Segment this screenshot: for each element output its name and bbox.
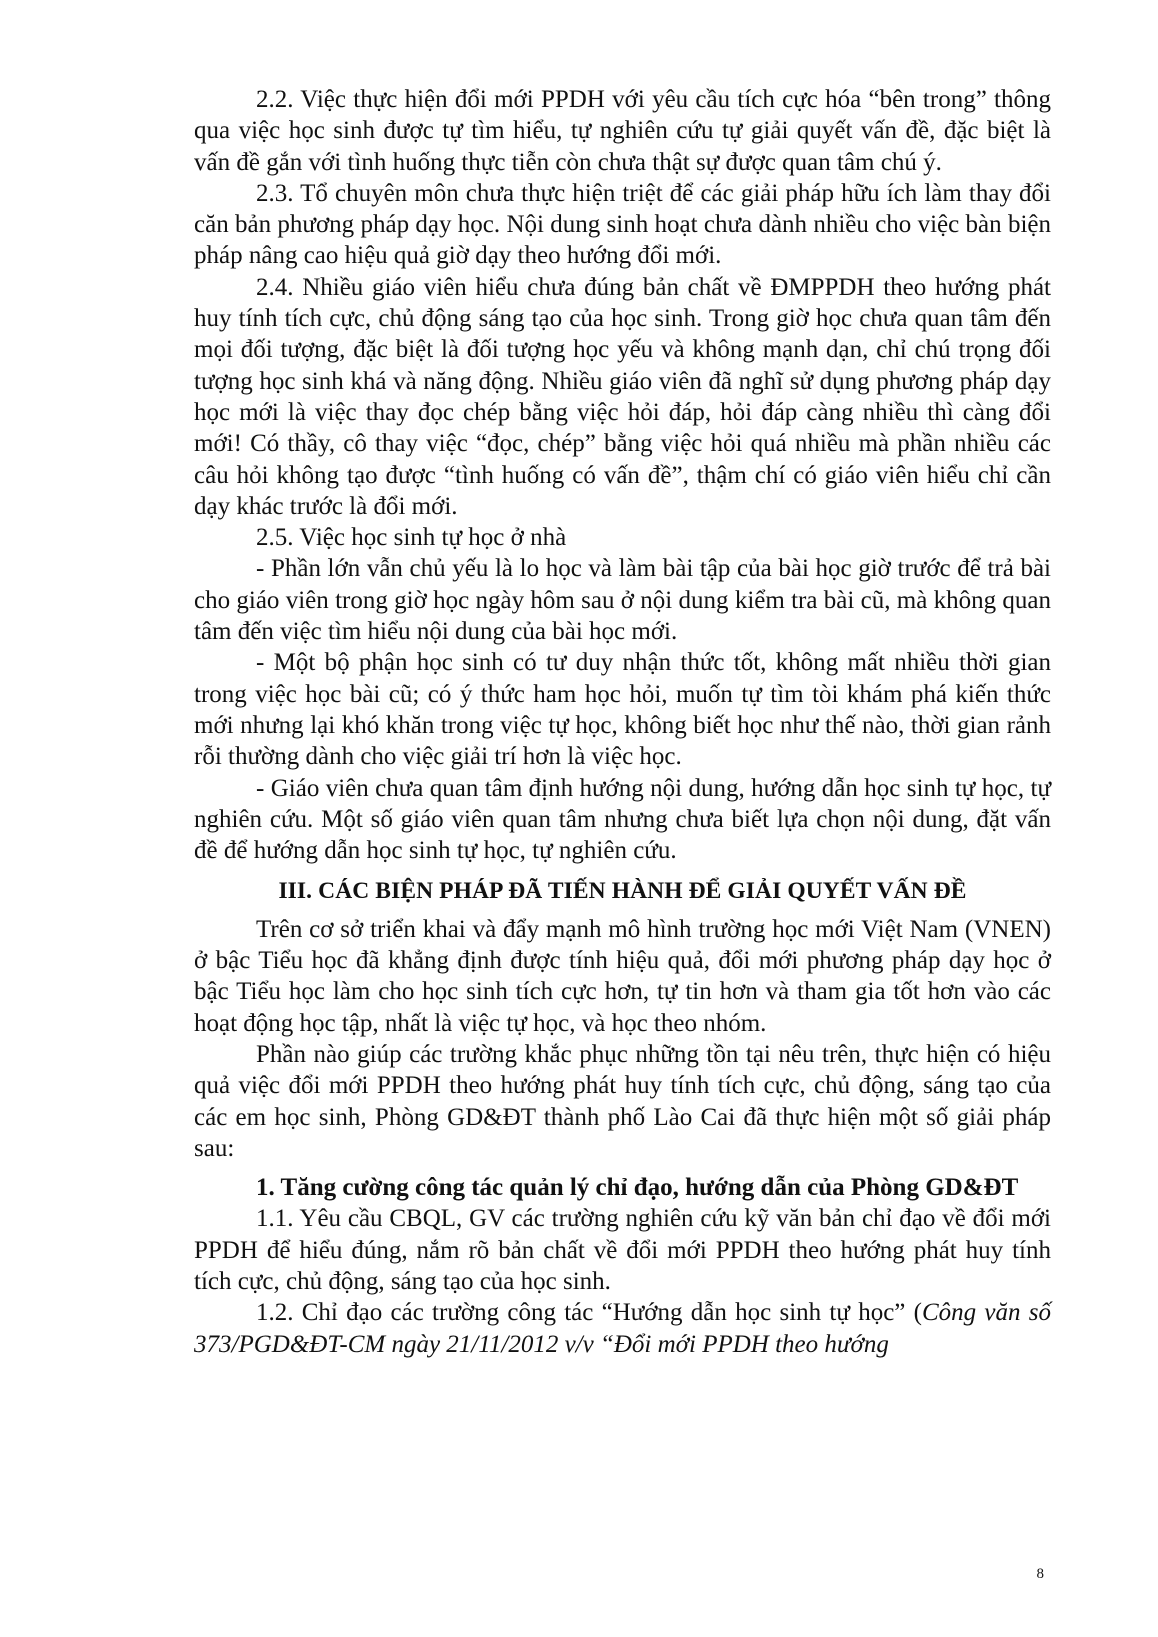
bullet-students: - Một bộ phận học sinh có tư duy nhận thức tốt, không mất nhiều thời gian trong việc học bài cũ; có ý thức ham học hỏi, muốn tự tìm tòi khám phá kiến thức mới nhưng lại khó khăn trong việc tự học, không biết học như thế nào, thời gian rảnh rỗi thường dành cho việc giải trí hơn là việc học. [194,649,1051,771]
page-number: 8 [1036,1566,1044,1582]
paragraph-2-3: 2.3. Tổ chuyên môn chưa thực hiện triệt để các giải pháp hữu ích làm thay đổi căn bản phương pháp dạy học. Nội dung sinh hoạt chưa dành nhiều cho việc bàn biện pháp nâng cao hiệu quả giờ dạy theo hướng đổi mới. [194,179,1051,270]
bullet-teachers: - Giáo viên chưa quan tâm định hướng nội dung, hướng dẫn học sinh tự học, tự nghiên cứu. Một số giáo viên quan tâm nhưng chưa biết lựa chọn nội dung, đặt vấn đề để hướng dẫn học sinh tự học, tự nghiên cứu. [194,774,1051,865]
item-1-2-reference: Công văn số 373/PGD&ĐT-CM ngày 21/11/2012 v/v “Đổi mới PPDH theo hướng [194,1299,1051,1358]
item-1-2 [194,1297,1051,1360]
paragraph-2-5: 2.5. Việc học sinh tự học ở nhà [256,524,567,552]
item-1-2-lead: 1.2. Chỉ đạo các trường công tác “Hướng dẫn học sinh tự học” ( [256,1299,922,1327]
bullet-homework: - Phần lớn vẫn chủ yếu là lo học và làm bài tập của bài học giờ trước để trả bài cho giáo viên trong giờ học ngày hôm sau ở nội dung kiểm tra bài cũ, mà không quan tâm đến việc tìm hiểu nội dung của bài học mới. [194,555,1051,646]
section-heading: III. CÁC BIỆN PHÁP ĐÃ TIẾN HÀNH ĐỂ GIẢI QUYẾT VẤN ĐỀ [278,878,967,905]
section-paragraph-solutions: Phần nào giúp các trường khắc phục những tồn tại nêu trên, thực hiện có hiệu quả việc đổi mới PPDH theo hướng phát huy tính tích cực, chủ động, sáng tạo của các em học sinh, Phòng GD&ĐT thành phố Lào Cai đã thực hiện một số giải pháp sau: [194,1040,1051,1162]
paragraph-2-2: 2.2. Việc thực hiện đổi mới PPDH với yêu cầu tích cực hóa “bên trong” thông qua việc học sinh được tự tìm hiểu, tự nghiên cứu tự giải quyết vấn đề, đặc biệt là vấn đề gắn với tình huống thực tiễn còn chưa thật sự được quan tâm chú ý. [194,86,1051,176]
document-body [194,84,1051,1360]
section-paragraph-vnen: Trên cơ sở triển khai và đẩy mạnh mô hình trường học mới Việt Nam (VNEN) ở bậc Tiểu học đã khẳng định được tính hiệu quả, đổi mới phương pháp dạy học ở bậc Tiểu học làm cho học sinh tích cực hơn, tự tin hơn và tham gia tốt hơn vào các hoạt động học tập, nhất là việc tự học, và học theo nhóm. [194,915,1051,1037]
item-1-1: 1.1. Yêu cầu CBQL, GV các trường nghiên cứu kỹ văn bản chỉ đạo về đổi mới PPDH để hiểu đúng, nắm rõ bản chất về đổi mới PPDH theo hướng phát huy tính tích cực, chủ động, sáng tạo của học sinh. [194,1205,1051,1295]
paragraph-2-4: 2.4. Nhiều giáo viên hiểu chưa đúng bản chất về ĐMPPDH theo hướng phát huy tính tích cực, chủ động sáng tạo của học sinh. Trong giờ học chưa quan tâm đến mọi đối tượng, đặc biệt là đối tượng học yếu và không mạnh dạn, chỉ chú trọng đối tượng học sinh khá và năng động. Nhiều giáo viên đã nghĩ sử dụng phương pháp dạy học mới là việc thay đọc chép bằng việc hỏi đáp, hỏi đáp càng nhiều thì càng đổi mới! Có thầy, cô thay việc “đọc, chép” bằng việc hỏi quá nhiều mà phần nhiều các câu hỏi không tạo được “tình huống có vấn đề”, thậm chí có giáo viên hiểu chỉ cần dạy khác trước là đổi mới. [194,273,1051,520]
subheading-management: 1. Tăng cường công tác quản lý chỉ đạo, hướng dẫn của Phòng GD&ĐT [256,1174,1019,1202]
